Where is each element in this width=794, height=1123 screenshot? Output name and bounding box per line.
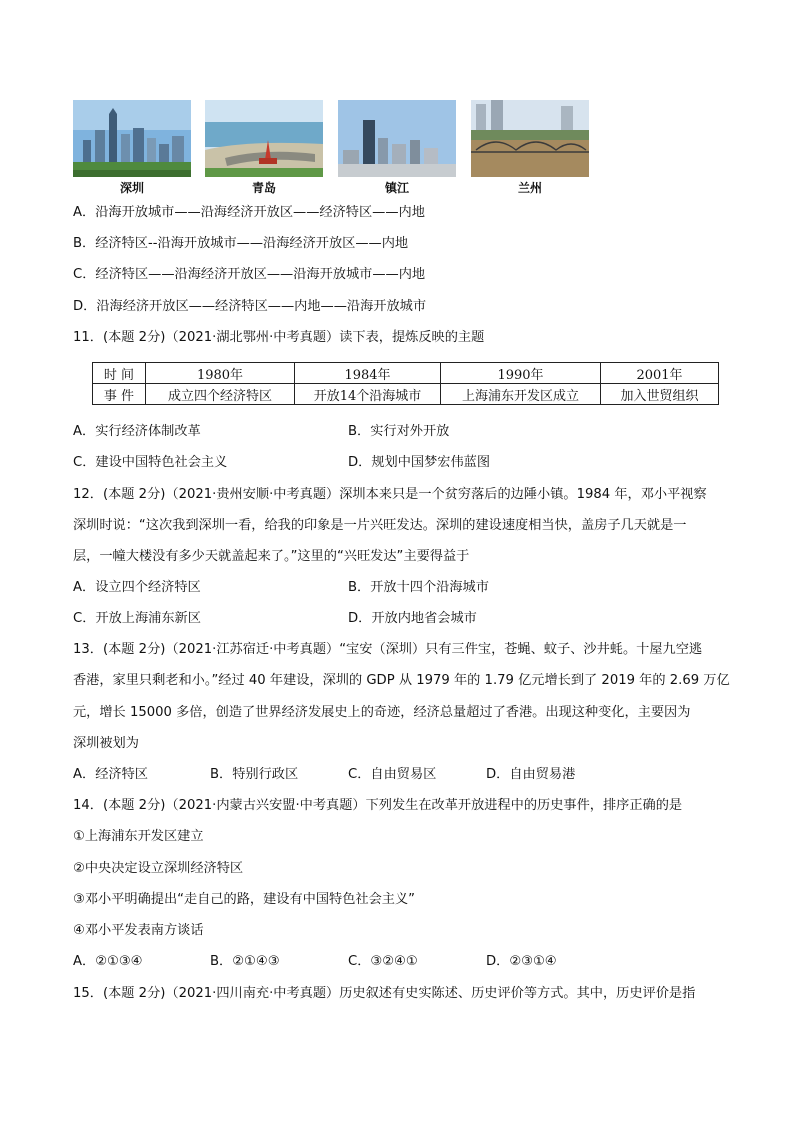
table-cell: 上海浦东开发区成立 bbox=[441, 384, 601, 405]
shenzhen-photo bbox=[73, 100, 191, 177]
q12-option-a: A．设立四个经济特区 bbox=[73, 580, 201, 595]
q10-option-b: B．经济特区--沿海开放城市——沿海经济开放区——内地 bbox=[73, 236, 409, 251]
q13-option-b: B．特别行政区 bbox=[210, 767, 299, 782]
q10-option-a: A．沿海开放城市——沿海经济开放区——经济特区——内地 bbox=[73, 205, 425, 220]
table-cell: 1984年 bbox=[295, 363, 441, 384]
q12-option-d: D．开放内地省会城市 bbox=[348, 611, 477, 626]
q11-stem: 11．(本题 2分)（2021·湖北鄂州·中考真题）读下表，提炼反映的主题 bbox=[73, 330, 485, 345]
q12-stem-line-3: 层，一幢大楼没有多少天就盖起来了。”这里的“兴旺发达”主要得益于 bbox=[73, 549, 470, 564]
qingdao-photo bbox=[205, 100, 323, 177]
q14-option-b: B．②①④③ bbox=[210, 954, 280, 969]
q14-stem: 14．(本题 2分)（2021·内蒙古兴安盟·中考真题）下列发生在改革开放进程中的历史事件，排序正确的是 bbox=[73, 798, 683, 813]
table-row bbox=[93, 363, 719, 384]
lanzhou-photo bbox=[471, 100, 589, 177]
table-cell: 加入世贸组织 bbox=[601, 384, 719, 405]
q14-option-d: D．②③①④ bbox=[486, 954, 557, 969]
q10-option-d: D．沿海经济开放区——经济特区——内地——沿海开放城市 bbox=[73, 299, 427, 314]
q13-stem-line-2: 香港，家里只剩老和小。”经过 40 年建设，深圳的 GDP 从 1979 年的 1.79 亿元增长到了 2019 年的 2.69 万亿 bbox=[73, 673, 730, 688]
table-cell: 2001年 bbox=[601, 363, 719, 384]
lanzhou-caption: 兰州 bbox=[517, 181, 542, 195]
q13-stem-line-3: 元，增长 15000 多倍，创造了世界经济发展史上的奇迹，经济总量超过了香港。出现这种变化，主要因为 bbox=[73, 705, 691, 720]
zhenjiang-photo bbox=[338, 100, 456, 177]
q11-option-d: D．规划中国梦宏伟蓝图 bbox=[348, 455, 491, 470]
table-cell: 开放14个沿海城市 bbox=[295, 384, 441, 405]
q13-option-c: C．自由贸易区 bbox=[348, 767, 437, 782]
q14-item-1: ①上海浦东开发区建立 bbox=[73, 829, 204, 844]
q15-stem: 15．(本题 2分)（2021·四川南充·中考真题）历史叙述有史实陈述、历史评价等方式。其中，历史评价是指 bbox=[73, 986, 696, 1001]
q12-stem-line-1: 12．(本题 2分)（2021·贵州安顺·中考真题）深圳本来只是一个贫穷落后的边陲小镇。1984 年，邓小平视察 bbox=[73, 487, 707, 502]
table-cell: 1980年 bbox=[146, 363, 295, 384]
q11-option-a: A．实行经济体制改革 bbox=[73, 424, 201, 439]
table-cell: 事 件 bbox=[93, 384, 146, 405]
q12-option-b: B．开放十四个沿海城市 bbox=[348, 580, 489, 595]
q11-option-c: C．建设中国特色社会主义 bbox=[73, 455, 228, 470]
q14-option-a: A．②①③④ bbox=[73, 954, 143, 969]
q13-stem-line-4: 深圳被划为 bbox=[73, 736, 139, 751]
table-cell: 1990年 bbox=[441, 363, 601, 384]
q13-option-a: A．经济特区 bbox=[73, 767, 148, 782]
q14-item-4: ④邓小平发表南方谈话 bbox=[73, 923, 204, 938]
q14-item-2: ②中央决定设立深圳经济特区 bbox=[73, 861, 244, 876]
q12-stem-line-2: 深圳时说：“这次我到深圳一看，给我的印象是一片兴旺发达。深圳的建设速度相当快，盖房子几天就是一 bbox=[73, 518, 687, 533]
shenzhen-caption: 深圳 bbox=[119, 181, 144, 195]
q10-option-c: C．经济特区——沿海经济开放区——沿海开放城市——内地 bbox=[73, 267, 426, 282]
q11-option-b: B．实行对外开放 bbox=[348, 424, 450, 439]
q14-item-3: ③邓小平明确提出“走自己的路，建设有中国特色社会主义” bbox=[73, 892, 415, 907]
q14-option-c: C．③②④① bbox=[348, 954, 418, 969]
table-cell: 成立四个经济特区 bbox=[146, 384, 295, 405]
qingdao-caption: 青岛 bbox=[251, 181, 276, 195]
zhenjiang-caption: 镇江 bbox=[384, 181, 409, 195]
table-row bbox=[93, 384, 719, 405]
q12-option-c: C．开放上海浦东新区 bbox=[73, 611, 201, 626]
events-table bbox=[92, 362, 719, 405]
q13-option-d: D．自由贸易港 bbox=[486, 767, 576, 782]
city-photo-row bbox=[73, 100, 593, 195]
q13-stem-line-1: 13．(本题 2分)（2021·江苏宿迁·中考真题）“宝安（深圳）只有三件宝，苍蝇、蚊子、沙井蚝。十屋九空逃 bbox=[73, 642, 703, 657]
table-cell: 时 间 bbox=[93, 363, 146, 384]
